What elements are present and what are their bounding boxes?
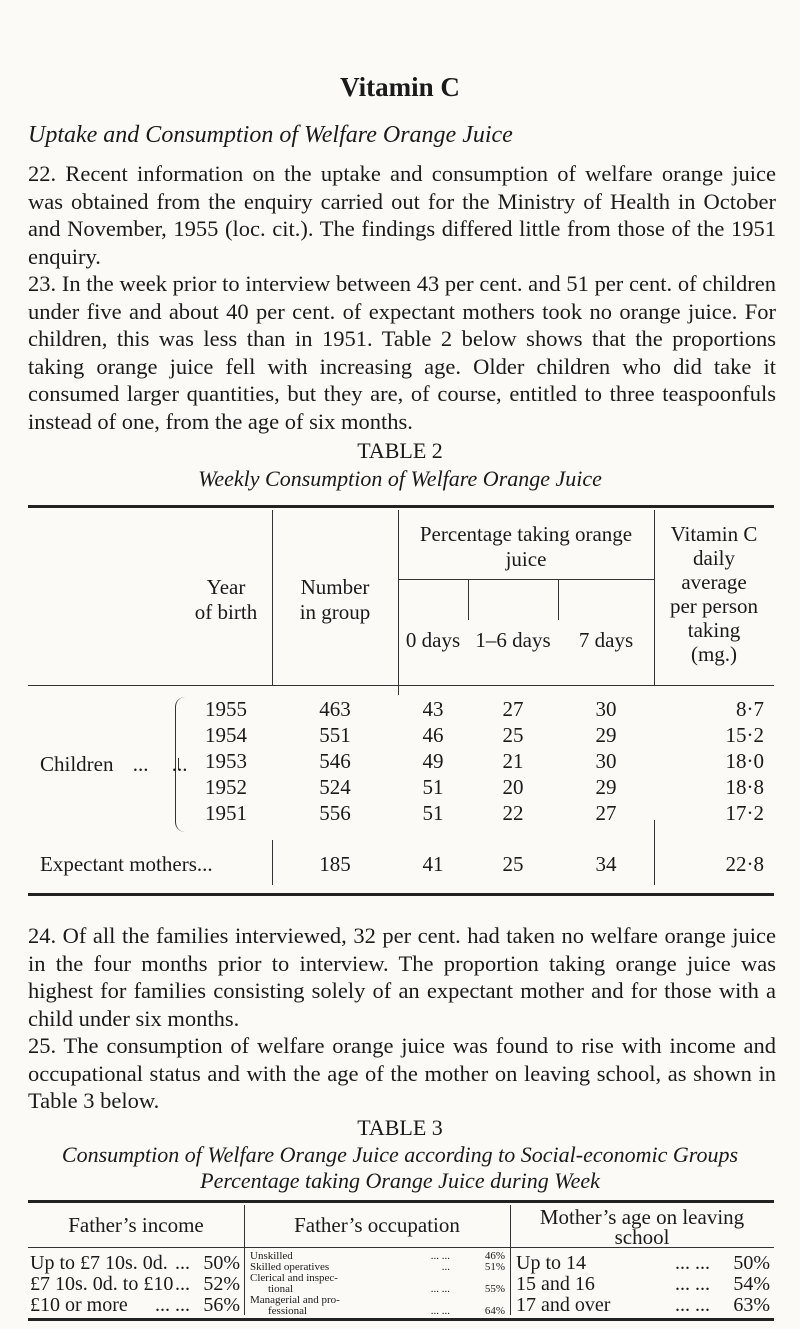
children-label — [40, 752, 188, 777]
school-label: Up to 14 — [516, 1252, 586, 1274]
row-0-days: 46 — [422, 723, 444, 747]
header-taking: taking — [687, 618, 741, 642]
table2-divider — [272, 840, 273, 885]
table3-caption: Consumption of Welfare Orange Juice according to Social-economic Groups — [61, 1142, 739, 1167]
header-fathers-occupation: Father’s occupation — [294, 1213, 460, 1237]
table3-label: TABLE 3 — [357, 1115, 443, 1140]
income-value: 52% — [203, 1273, 240, 1295]
row-vitamin: 17·2 — [725, 801, 764, 825]
table2-top-rule — [28, 505, 774, 508]
income-value: 56% — [203, 1294, 240, 1316]
school-value: 50% — [733, 1252, 770, 1274]
occupation-value: 64% — [484, 1305, 505, 1317]
row-1-6-days: 21 — [502, 749, 524, 773]
income-label: Up to £7 10s. 0d. — [30, 1252, 168, 1274]
row-year: 1955 — [205, 697, 247, 721]
expectant-vitamin: 22·8 — [725, 852, 764, 876]
row-year: 1953 — [205, 749, 247, 773]
row-7-days: 29 — [595, 775, 617, 799]
section-title: Uptake and Consumption of Welfare Orange Juice — [28, 122, 513, 148]
row-number: 463 — [319, 697, 351, 721]
table3-bottom-rule — [28, 1318, 774, 1321]
table2-bottom-rule — [28, 893, 774, 896]
row-year: 1954 — [205, 723, 247, 747]
page-header: Vitamin C — [340, 72, 460, 102]
header-fathers-income: Father’s income — [68, 1213, 204, 1237]
table2-header-bottom-rule — [28, 685, 774, 686]
school-value: 63% — [733, 1294, 770, 1316]
expectant-0-days: 41 — [422, 852, 444, 876]
school-dots: ... ... — [675, 1273, 710, 1295]
header-average: average — [681, 570, 747, 594]
header-percentage: Percentage taking orange juice — [419, 522, 633, 571]
row-7-days: 30 — [595, 697, 617, 721]
header-0-days: 0 days — [405, 628, 461, 652]
header-mg: (mg.) — [690, 642, 738, 666]
expectant-1-6-days: 25 — [502, 852, 524, 876]
table3-top-rule — [28, 1200, 774, 1203]
table2-header-rule — [398, 579, 654, 580]
header-in-group: in group — [299, 600, 371, 624]
row-year: 1951 — [205, 801, 247, 825]
income-value: 50% — [203, 1252, 240, 1274]
expectant-number: 185 — [319, 852, 351, 876]
table3-subcaption: Percentage taking Orange Juice during Week — [200, 1168, 600, 1193]
occupation-label: tional — [268, 1283, 294, 1295]
row-1-6-days: 25 — [502, 723, 524, 747]
table2-divider — [468, 580, 469, 620]
row-vitamin: 18·0 — [725, 749, 764, 773]
income-dots: ... — [175, 1273, 190, 1295]
occupation-label: Skilled operatives — [250, 1261, 330, 1273]
income-dots: ... — [175, 1252, 190, 1274]
school-dots: ... ... — [675, 1294, 710, 1316]
children-dots: ... — [132, 752, 149, 776]
school-value: 54% — [733, 1273, 770, 1295]
header-per-person: per person — [669, 594, 759, 618]
row-0-days: 51 — [422, 801, 444, 825]
school-label: 17 and over — [516, 1294, 611, 1316]
row-number: 556 — [319, 801, 351, 825]
school-dots: ... ... — [675, 1252, 710, 1274]
header-school: school — [614, 1225, 670, 1249]
row-1-6-days: 20 — [502, 775, 524, 799]
children-dots-2: ... — [171, 752, 188, 776]
occupation-label: Managerial and pro- — [250, 1294, 340, 1306]
occupation-label: fessional — [268, 1305, 308, 1317]
table2-divider — [558, 580, 559, 620]
header-vitamin-c: Vitamin C — [670, 522, 758, 546]
children-label-text: Children — [40, 752, 114, 776]
row-0-days: 49 — [422, 749, 444, 773]
row-number: 551 — [319, 723, 351, 747]
row-7-days: 29 — [595, 723, 617, 747]
header-of-birth: of birth — [194, 600, 258, 624]
row-vitamin: 15·2 — [725, 723, 764, 747]
row-vitamin: 8·7 — [736, 697, 764, 721]
header-mothers-age: Mother’s age on leaving — [539, 1205, 745, 1229]
occupation-value: 46% — [484, 1250, 505, 1262]
paragraph-25: 25. The consumption of welfare orange juice was found to rise with income and occupational status and with the age of the mother on leaving school, as shown in Table 3 below. — [28, 1033, 776, 1113]
row-number: 524 — [319, 775, 351, 799]
table2-caption: Weekly Consumption of Welfare Orange Juice — [198, 466, 602, 491]
row-7-days: 27 — [595, 801, 617, 825]
paragraph-23: 23. In the week prior to interview between 43 per cent. and 51 per cent. of children under five and about 40 per cent. of expectant mothers took no orange juice. For children, this was less than in 1951. Table 2 below shows that the proportions taking orange juice fell with increasing age. Older children who did take it consumed larger quantities, but they are, of course, entitled to three teaspoonfuls instead of one, from the age of six months. — [28, 271, 776, 434]
header-7-days: 7 days — [578, 628, 634, 652]
expectant-label: Expectant mothers... — [40, 852, 213, 876]
header-daily: daily — [693, 546, 735, 570]
header-number: Number — [300, 575, 370, 599]
occupation-dots: ... ... — [430, 1283, 450, 1295]
row-0-days: 43 — [422, 697, 444, 721]
occupation-value: 55% — [484, 1283, 505, 1295]
school-label: 15 and 16 — [516, 1273, 595, 1295]
row-1-6-days: 27 — [502, 697, 524, 721]
occupation-dots: ... — [441, 1261, 450, 1273]
row-1-6-days: 22 — [502, 801, 524, 825]
income-label: £10 or more — [30, 1294, 128, 1316]
row-7-days: 30 — [595, 749, 617, 773]
income-dots: ... ... — [155, 1294, 190, 1316]
row-vitamin: 18·8 — [725, 775, 764, 799]
occupation-dots: ... ... — [430, 1250, 450, 1262]
table2-label: TABLE 2 — [357, 438, 443, 463]
occupation-label: Clerical and inspec- — [250, 1272, 338, 1284]
row-0-days: 51 — [422, 775, 444, 799]
row-year: 1952 — [205, 775, 247, 799]
header-year: Year — [206, 575, 246, 599]
paragraph-22: 22. Recent information on the uptake and consumption of welfare orange juice was obtained from the enquiry carried out for the Ministry of Health in October and November, 1955 (loc. cit.). The findings differed little from those of the 1951 enquiry. — [28, 161, 776, 269]
row-number: 546 — [319, 749, 351, 773]
expectant-7-days: 34 — [595, 852, 617, 876]
paragraph-24: 24. Of all the families interviewed, 32 per cent. had taken no welfare orange juice in the four months prior to interview. The proportion taking orange juice was highest for families consisting solely of an expectant mother and for those with a child under six months. — [28, 923, 776, 1031]
table2-divider — [654, 820, 655, 885]
header-1-6-days: 1–6 days — [475, 628, 551, 652]
income-label: £7 10s. 0d. to £10 — [30, 1273, 174, 1295]
occupation-value: 51% — [484, 1261, 505, 1273]
occupation-label: Unskilled — [250, 1250, 293, 1262]
occupation-dots: ... ... — [430, 1305, 450, 1317]
